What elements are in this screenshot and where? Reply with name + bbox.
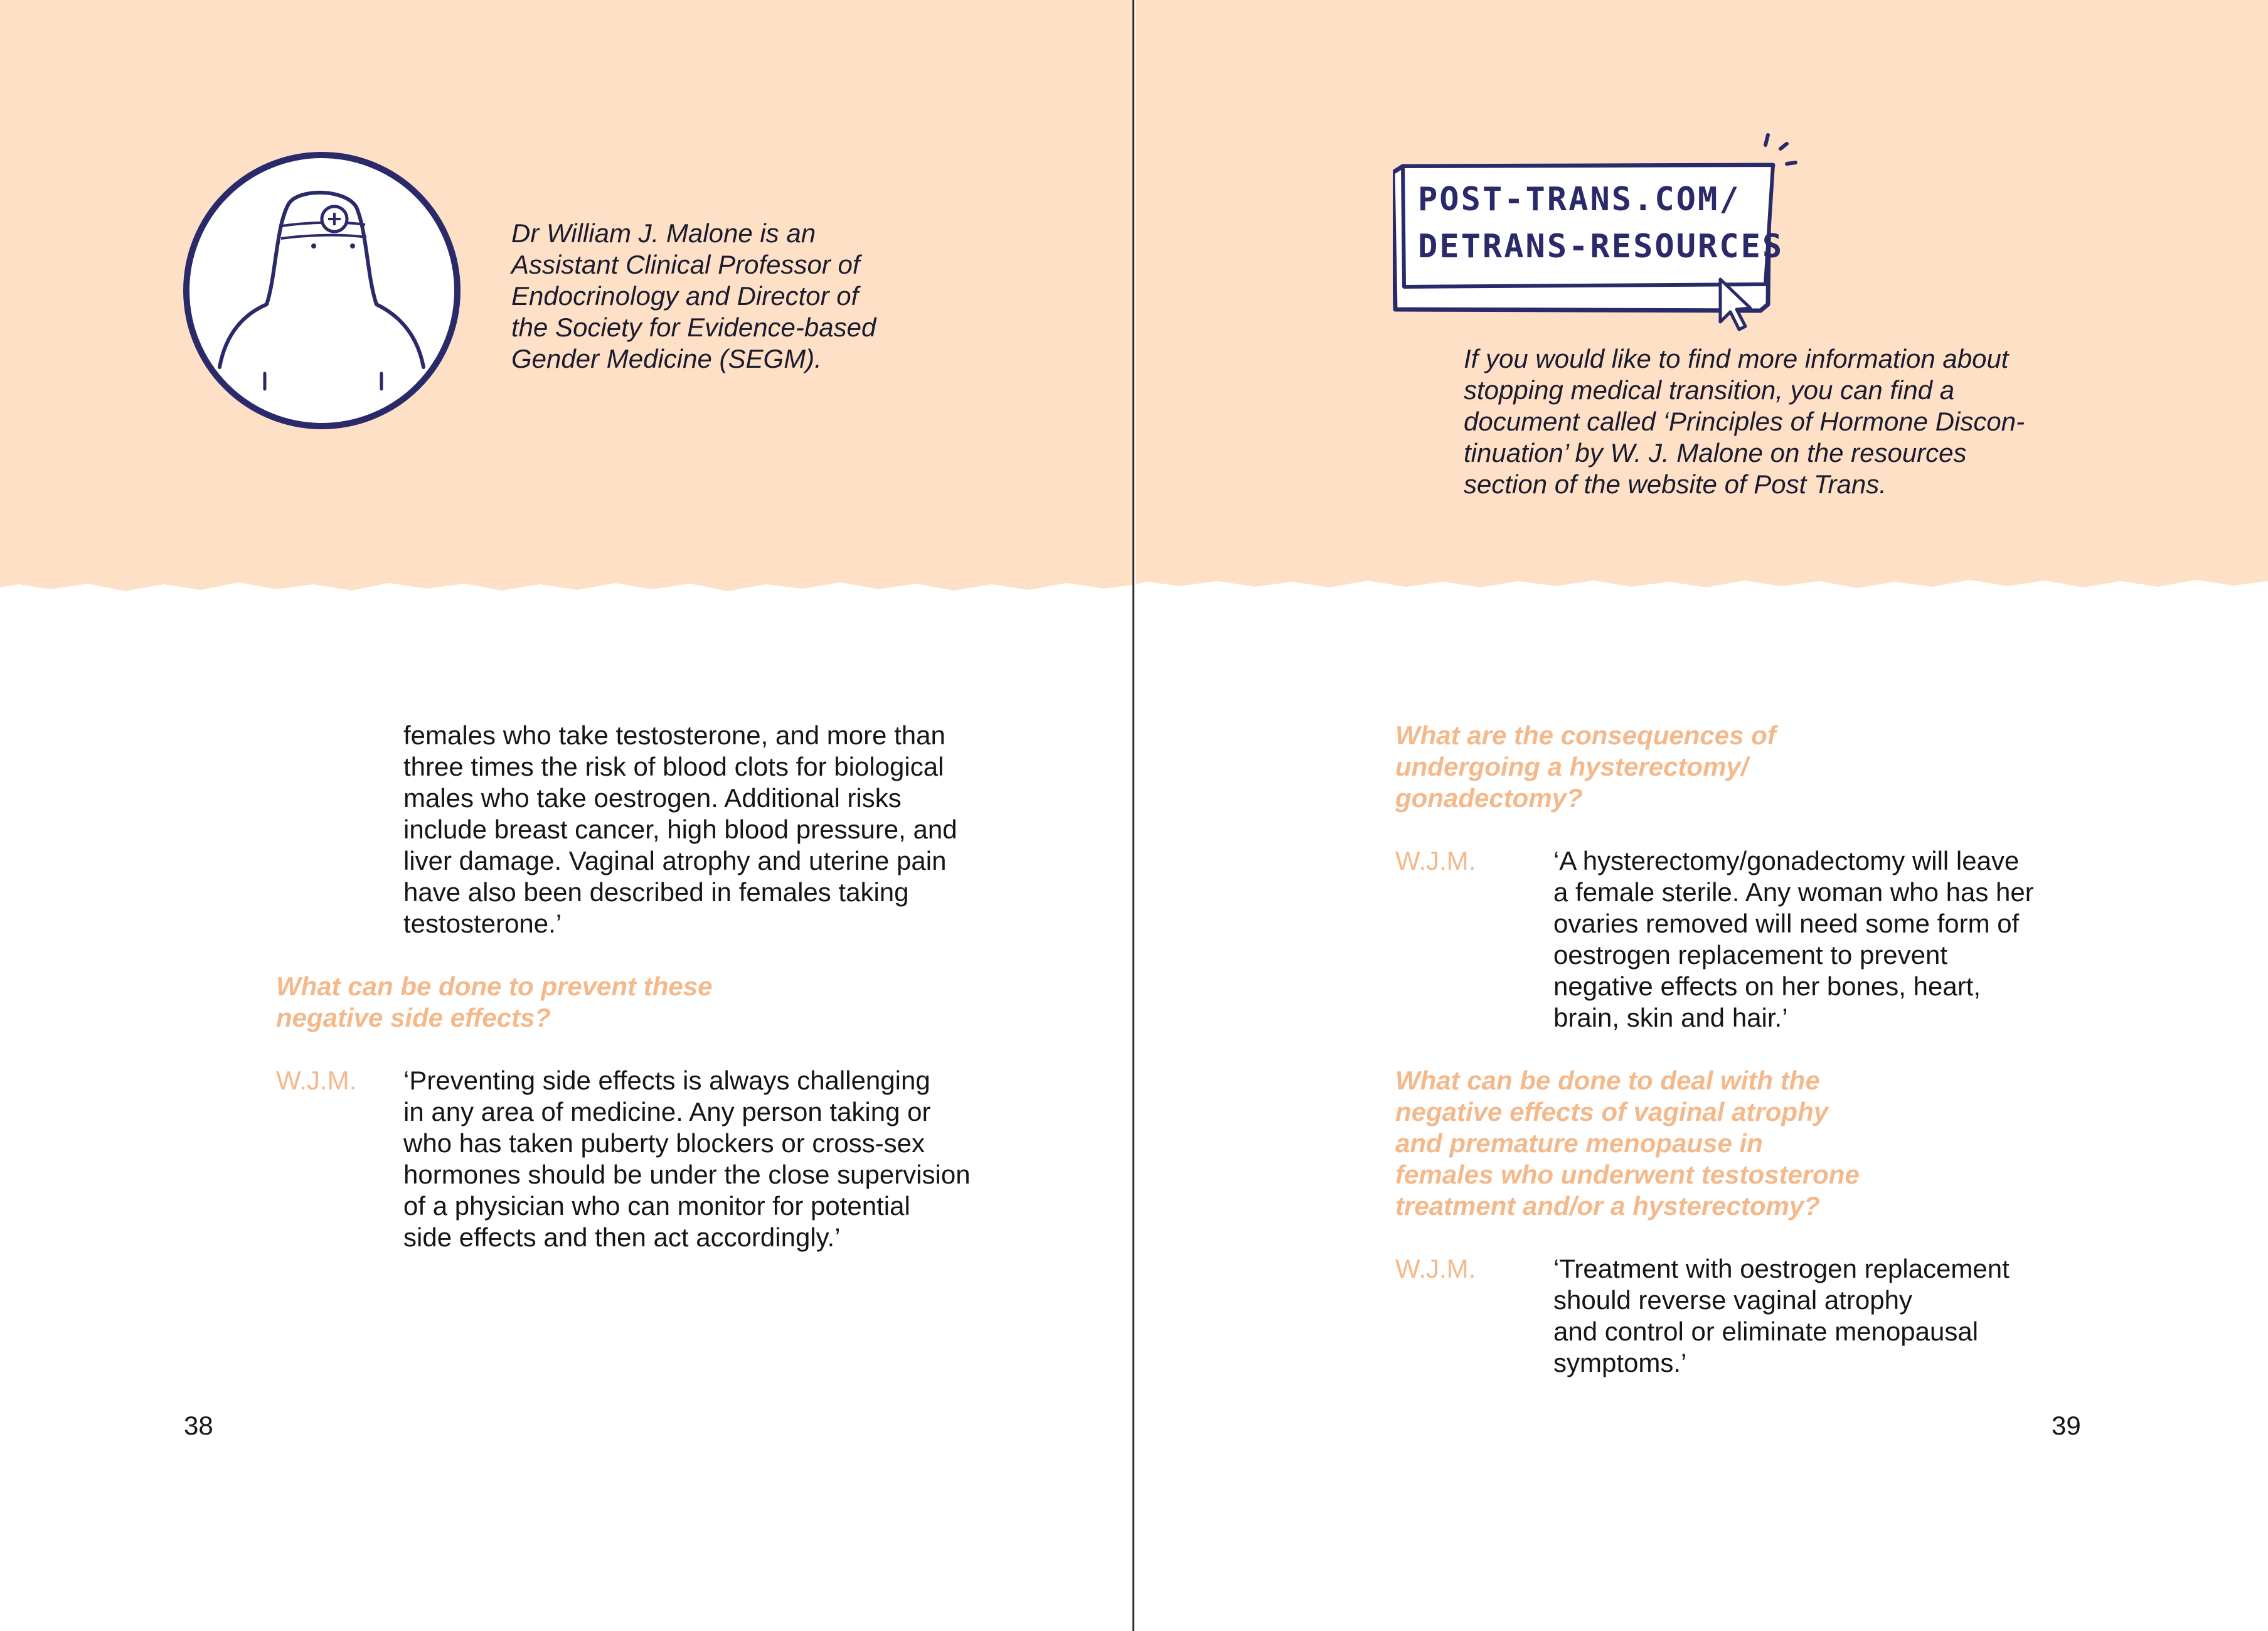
doctor-portrait-icon bbox=[182, 151, 462, 430]
url-line-2: DETRANS-RESOURCES bbox=[1418, 228, 1784, 265]
right-page bbox=[1136, 0, 2268, 1631]
question-heading: What can be done to deal with the negative effects of vaginal atrophy and premature menopause in females who underwent testosterone treatment and/or a hysterectomy? bbox=[1395, 1066, 1860, 1221]
author-bio: Dr William J. Malone is an Assistant Clinical Professor of Endocrinology and Director of the Society for Evidence-based Gender Medicine (SEGM). bbox=[511, 218, 876, 373]
continued-paragraph: females who take testosterone, and more than three times the risk of blood clots for biological males who take oestrogen. Additional risks include breast cancer, high blood pressure, and liver damage. Vaginal atrophy and uterine pain have also been described in females taking testosterone.’ bbox=[403, 720, 957, 938]
speaker-label: W.J.M. bbox=[1395, 1254, 1476, 1283]
website-link-sign[interactable] bbox=[1393, 122, 1807, 336]
sparkle-lines bbox=[1765, 135, 1796, 164]
book-spine-divider bbox=[1132, 0, 1134, 1631]
question-heading: What can be done to prevent these negative side effects? bbox=[276, 971, 713, 1032]
url-line-1: POST-TRANS.COM/ bbox=[1418, 181, 1741, 218]
speaker-label: W.J.M. bbox=[276, 1066, 357, 1095]
left-page bbox=[0, 0, 1133, 1631]
resource-description: If you would like to find more information about stopping medical transition, you can find a document called ‘Principles of Hormone Discon- tinuation’ by W. J. Malone on the resources section of the website of Post Trans. bbox=[1464, 344, 2025, 499]
answer-paragraph: ‘Treatment with oestrogen replacement should reverse vaginal atrophy and control or eliminate menopausal symptoms.’ bbox=[1553, 1254, 2010, 1377]
page-number: 38 bbox=[184, 1411, 213, 1440]
answer-paragraph: ‘A hysterectomy/gonadectomy will leave a female sterile. Any woman who has her ovaries removed will need some form of oestrogen replacement to prevent negative effects on her bones, heart, brain, skin and hair.’ bbox=[1553, 846, 2034, 1032]
answer-paragraph: ‘Preventing side effects is always challenging in any area of medicine. Any person taking or who has taken puberty blockers or cross-sex hormones should be under the close supervision of a physician who can monitor for potential side effects and then act accordingly.’ bbox=[403, 1066, 971, 1252]
page-number: 39 bbox=[2052, 1411, 2081, 1440]
question-heading: What are the consequences of undergoing a hysterectomy/ gonadectomy? bbox=[1395, 720, 1776, 813]
speaker-label: W.J.M. bbox=[1395, 846, 1476, 875]
